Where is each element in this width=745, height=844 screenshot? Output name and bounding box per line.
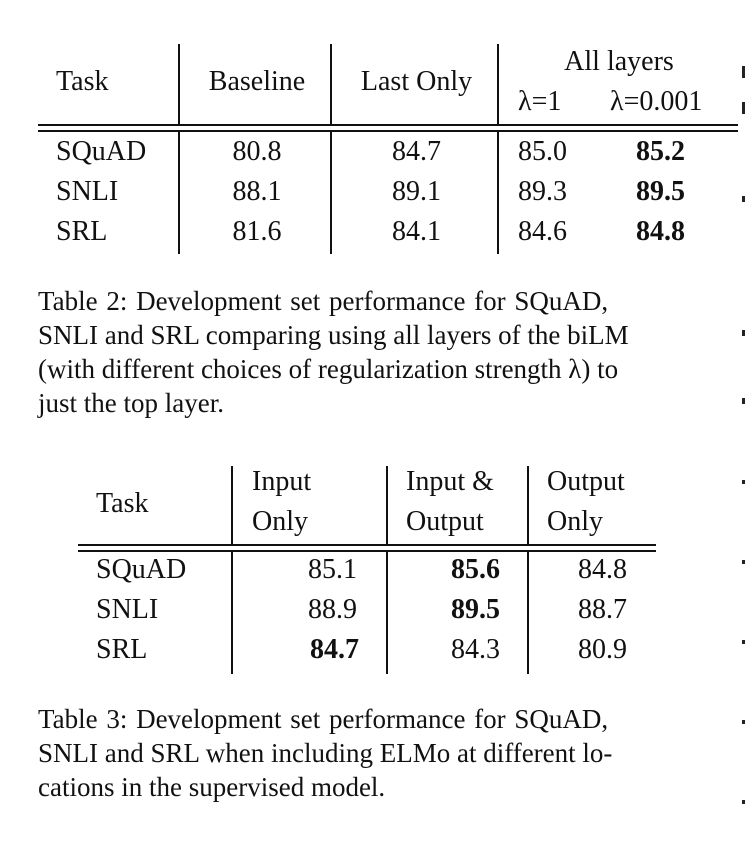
table3-row-input-output: 84.3 <box>451 634 500 665</box>
table3-header-input-output-line1: Input & <box>406 466 494 497</box>
table2-caption-line: Table 2: Development set performance for SQuAD, <box>38 286 609 316</box>
table3-row-input-output: 89.5 <box>451 594 500 625</box>
table3-row-task: SRL <box>96 634 148 665</box>
table2-caption-line: SNLI and SRL comparing using all layers of the biLM <box>38 320 629 350</box>
table2-row-lambda-0001: 84.8 <box>636 216 685 247</box>
table2-header-baseline: Baseline <box>208 66 306 97</box>
table2-vrule-3 <box>497 44 499 124</box>
table2-row-lambda-1: 85.0 <box>518 136 567 167</box>
table2-vrule-3-body <box>497 132 499 254</box>
table3-row-input-only: 85.1 <box>308 554 357 585</box>
table2-header-task: Task <box>56 66 109 97</box>
table2-row-task: SQuAD <box>56 136 147 167</box>
table3-header-input-only-line1: Input <box>252 466 312 497</box>
table3-vrule-2-body <box>386 552 388 674</box>
table2-row-last-only: 84.1 <box>392 216 441 247</box>
table2-row-lambda-1: 89.3 <box>518 176 567 207</box>
table3-row-output-only: 80.9 <box>578 634 627 665</box>
table2-row-lambda-0001: 85.2 <box>636 136 685 167</box>
table2-header-lambda-1: λ=1 <box>518 86 562 117</box>
table2-row-task: SRL <box>56 216 108 247</box>
table3-caption-line: SNLI and SRL when including ELMo at different lo- <box>38 738 613 768</box>
table2-vrule-1-body <box>178 132 180 254</box>
table3-header-output-only-line2: Only <box>547 506 603 537</box>
table2-hrule-top <box>38 124 738 126</box>
table2-row-last-only: 89.1 <box>392 176 441 207</box>
table2-header-last-only: Last Only <box>360 66 473 97</box>
table3-header-input-only-line2: Only <box>252 506 308 537</box>
table-3 <box>78 462 656 682</box>
table2-row-baseline: 81.6 <box>232 216 282 247</box>
table2-row-last-only: 84.7 <box>392 136 441 167</box>
table3-row-input-output: 85.6 <box>451 554 500 585</box>
table2-row-task: SNLI <box>56 176 119 207</box>
table2-vrule-2-body <box>330 132 332 254</box>
table2-header-all-layers: All layers <box>564 46 674 77</box>
table3-hrule-top <box>78 544 656 546</box>
table2-vrule-2 <box>330 44 332 124</box>
table3-hrule-bottom <box>78 550 656 552</box>
table3-vrule-2 <box>386 466 388 544</box>
table3-vrule-3-body <box>527 552 529 674</box>
table2-row-lambda-0001: 89.5 <box>636 176 685 207</box>
table-2 <box>38 38 738 258</box>
table2-caption-line: just the top layer. <box>38 388 224 418</box>
table3-vrule-1-body <box>231 552 233 674</box>
table3-row-task: SNLI <box>96 594 159 625</box>
table3-vrule-1 <box>231 466 233 544</box>
table2-header-lambda-0001: λ=0.001 <box>610 86 703 117</box>
table3-row-input-only: 84.7 <box>310 634 359 665</box>
table2-hrule-bottom <box>38 130 738 132</box>
table3-row-output-only: 84.8 <box>578 554 627 585</box>
table3-header-output-only-line1: Output <box>547 466 625 497</box>
table3-header-task: Task <box>96 488 149 519</box>
table2-caption-line: (with different choices of regularization strength λ) to <box>38 354 619 384</box>
table2-row-baseline: 80.8 <box>232 136 282 167</box>
table2-vrule-1 <box>178 44 180 124</box>
table3-vrule-3 <box>527 466 529 544</box>
table3-row-input-only: 88.9 <box>308 594 357 625</box>
table3-caption-line: cations in the supervised model. <box>38 772 386 802</box>
table2-row-baseline: 88.1 <box>232 176 282 207</box>
table2-row-lambda-1: 84.6 <box>518 216 567 247</box>
table3-header-input-output-line2: Output <box>406 506 484 537</box>
table3-row-task: SQuAD <box>96 554 187 585</box>
table3-row-output-only: 88.7 <box>578 594 627 625</box>
table3-caption-line: Table 3: Development set performance for SQuAD, <box>38 704 609 734</box>
